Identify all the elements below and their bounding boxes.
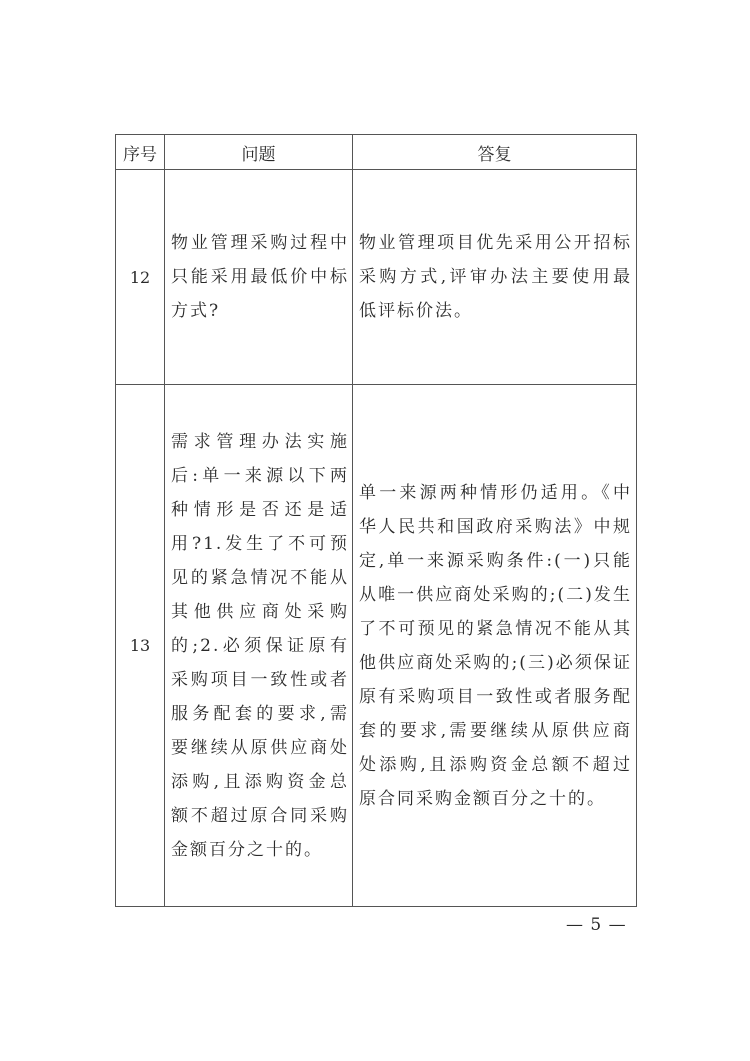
question-cell bbox=[165, 385, 353, 907]
answer-cell bbox=[353, 385, 637, 907]
question-text: 物业管理采购过程中只能采用最低价中标方式? bbox=[171, 233, 349, 321]
page-number: — 5 — bbox=[566, 915, 627, 935]
question-cell bbox=[165, 170, 353, 385]
answer-cell bbox=[353, 170, 637, 385]
answer-text: 单一来源两种情形仍适用。《中华人民共和国政府采购法》中规定,单一来源采购条件:(一)只能从唯一供应商处采购的;(二)发生了不可预见的紧急情况不能从其他供应商处采购的;(三)必须保证原有采购项目一致性或者服务配套的要求,需要继续从原供应商处添购,且添购资金总额不超过原合同采购金额百分之十的。 bbox=[359, 482, 632, 809]
row-number: 13 bbox=[116, 385, 165, 907]
table-header-row bbox=[116, 135, 637, 170]
answer-text: 物业管理项目优先采用公开招标采购方式,评审办法主要使用最低评标价法。 bbox=[359, 233, 632, 321]
header-number: 序号 bbox=[116, 135, 165, 170]
table-row bbox=[116, 385, 637, 907]
header-answer: 答复 bbox=[353, 135, 637, 170]
table-row bbox=[116, 170, 637, 385]
row-number: 12 bbox=[116, 170, 165, 385]
qa-table bbox=[115, 134, 637, 907]
question-text: 需求管理办法实施后:单一来源以下两种情形是否还是适用?1.发生了不可预见的紧急情况不能从其他供应商处采购的;2.必须保证原有采购项目一致性或者服务配套的要求,需要继续从原供应商处添购,且添购资金总额不超过原合同采购金额百分之十的。 bbox=[171, 431, 349, 860]
header-question: 问题 bbox=[165, 135, 353, 170]
